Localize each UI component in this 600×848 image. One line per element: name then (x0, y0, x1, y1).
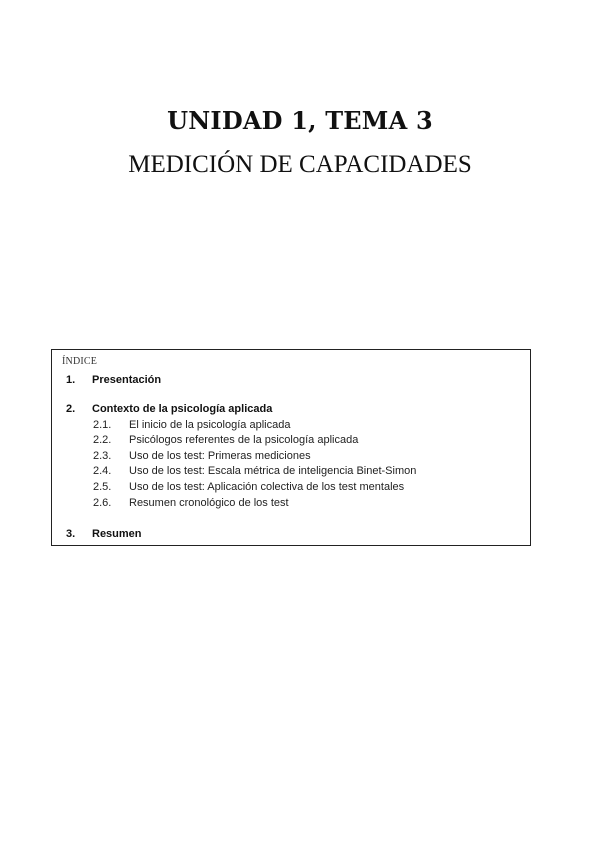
index-entry-label: Contexto de la psicología aplicada (92, 403, 273, 415)
index-entry-number: 3. (66, 528, 76, 540)
document-subtitle: MEDICIÓN DE CAPACIDADES (128, 151, 472, 178)
index-subentry-number: 2.2. (93, 434, 112, 446)
index-subentry-number: 2.3. (93, 450, 112, 462)
index-subentry-label: Uso de los test: Aplicación colectiva de los test mentales (129, 481, 405, 493)
index-subentry-2-6[interactable] (93, 497, 289, 509)
index-subentry-2-1[interactable] (93, 419, 290, 431)
index-box (51, 349, 531, 546)
index-subentry-label: Psicólogos referentes de la psicología aplicada (129, 434, 359, 446)
index-entry-label: Resumen (92, 528, 142, 540)
index-entry-number: 2. (66, 403, 76, 415)
index-subentry-2-3[interactable] (93, 450, 311, 462)
index-subentry-number: 2.6. (93, 497, 112, 509)
index-subentry-number: 2.4. (93, 465, 112, 477)
index-subentry-2-2[interactable] (93, 434, 358, 446)
index-entry-resumen[interactable] (66, 528, 142, 540)
index-subentry-number: 2.1. (93, 419, 112, 431)
index-entry-label: Presentación (92, 374, 162, 386)
index-subentry-label: Resumen cronológico de los test (129, 497, 289, 509)
index-subentry-label: Uso de los test: Primeras mediciones (129, 450, 311, 462)
document-title: UNIDAD 1, TEMA 3 (167, 106, 433, 135)
index-subentry-2-5[interactable] (93, 481, 404, 493)
index-subentry-number: 2.5. (93, 481, 112, 493)
index-subentry-label: El inicio de la psicología aplicada (129, 419, 291, 431)
index-entry-presentacion[interactable] (66, 374, 161, 386)
index-subentry-label: Uso de los test: Escala métrica de inteligencia Binet-Simon (129, 465, 417, 477)
index-entry-number: 1. (66, 374, 76, 386)
index-entry-contexto[interactable] (66, 403, 272, 415)
index-heading: ÍNDICE (62, 356, 98, 367)
index-subentry-2-4[interactable] (93, 465, 416, 477)
